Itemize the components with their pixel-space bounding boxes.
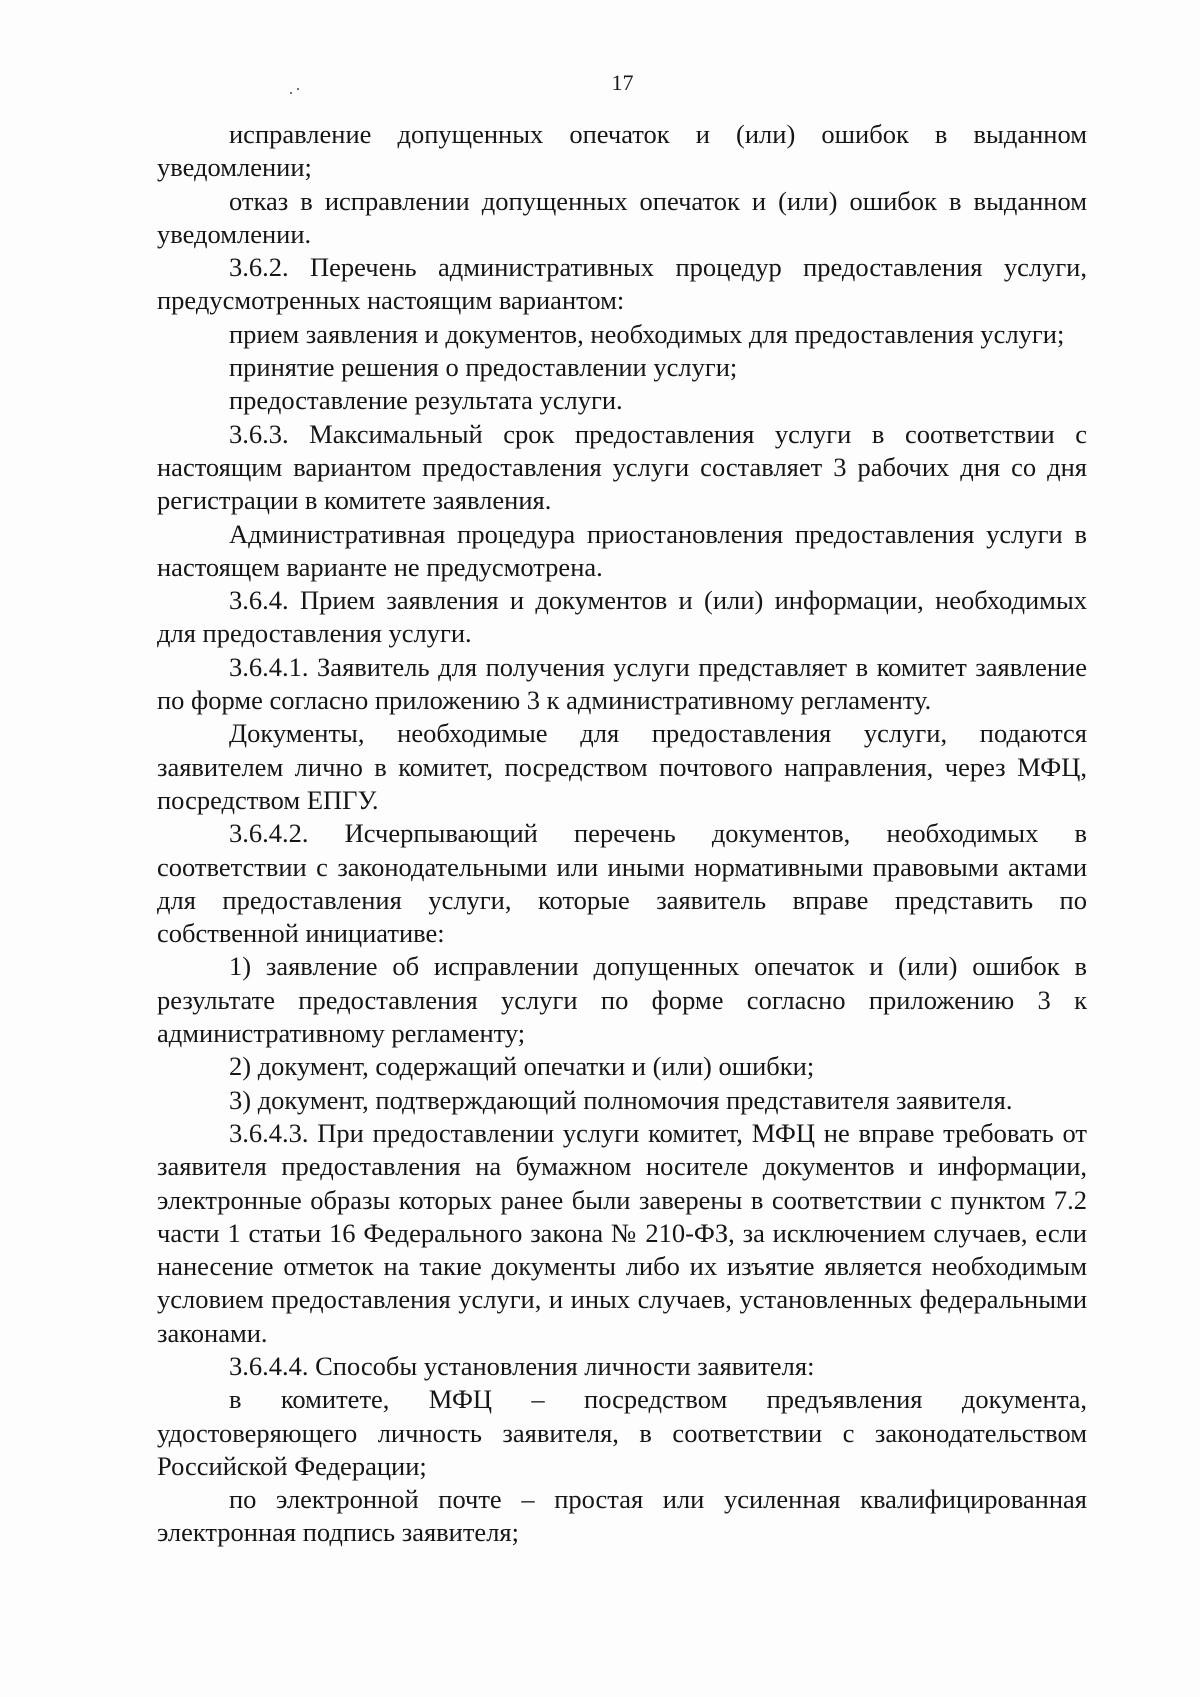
paragraph: 3.6.4. Прием заявления и документов и (или) информации, необходимых для предоставления услуги. <box>157 585 1087 649</box>
paragraph: отказ в исправлении допущенных опечаток и (или) ошибок в выданном уведомлении. <box>157 185 1087 249</box>
paragraph: прием заявления и документов, необходимых для предоставления услуги; <box>229 318 1065 349</box>
paragraph: 3) документ, подтверждающий полномочия представителя заявителя. <box>229 1084 1013 1115</box>
paragraph: 2) документ, содержащий опечатки и (или) ошибки; <box>229 1051 815 1082</box>
paragraph: предоставление результата услуги. <box>229 385 623 416</box>
paragraph: 3.6.4.3. При предоставлении услуги комитет, МФЦ не вправе требовать от заявителя предоставления на бумажном носителе документов и информации, электронные образы которых ранее были заверены в соответствии с пунктом 7.2 части 1 статьи 16 Федерального закона № 210-ФЗ, за исключением случаев, если нанесение отметок на такие документы либо их изъятие является необходимым условием предоставления услуги, и иных случаев, установленных федеральными законами. <box>157 1117 1087 1348</box>
paragraph: по электронной почте – простая или усиленная квалифицированная электронная подпись заявителя; <box>157 1484 1087 1548</box>
paragraph: 1) заявление об исправлении допущенных опечаток и (или) ошибок в результате предоставления услуги по форме согласно приложению 3 к административному регламенту; <box>157 951 1087 1049</box>
page-number: 17 <box>611 70 634 95</box>
paragraph: 3.6.3. Максимальный срок предоставления услуги в соответствии с настоящим вариантом предоставления услуги составляет 3 рабочих дня со дня регистрации в комитете заявления. <box>157 418 1087 516</box>
paragraph: 3.6.4.2. Исчерпывающий перечень документов, необходимых в соответствии с законодательными или иными нормативными правовыми актами для предоставления услуги, которые заявитель вправе представить по собственной инициативе: <box>157 818 1087 949</box>
paragraph: 3.6.2. Перечень административных процедур предоставления услуги, предусмотренных настоящим вариантом: <box>157 252 1087 316</box>
paragraph: Документы, необходимые для предоставления услуги, подаются заявителем лично в комитет, посредством почтового направления, через МФЦ, посредством ЕПГУ. <box>157 718 1087 815</box>
document-body <box>157 118 1087 1550</box>
paragraph: исправление допущенных опечаток и (или) ошибок в выданном уведомлении; <box>157 119 1087 183</box>
paragraph: Административная процедура приостановления предоставления услуги в настоящем варианте не предусмотрена. <box>157 518 1087 582</box>
paragraph: 3.6.4.1. Заявитель для получения услуги представляет в комитет заявление по форме согласно приложению 3 к административному регламенту. <box>157 651 1087 716</box>
paragraph: 3.6.4.4. Способы установления личности заявителя: <box>229 1350 815 1381</box>
paragraph: в комитете, МФЦ – посредством предъявления документа, удостоверяющего личность заявителя, в соответствии с законодательством Российской Федерации; <box>157 1384 1087 1481</box>
paragraph: принятие решения о предоставлении услуги; <box>229 352 738 383</box>
